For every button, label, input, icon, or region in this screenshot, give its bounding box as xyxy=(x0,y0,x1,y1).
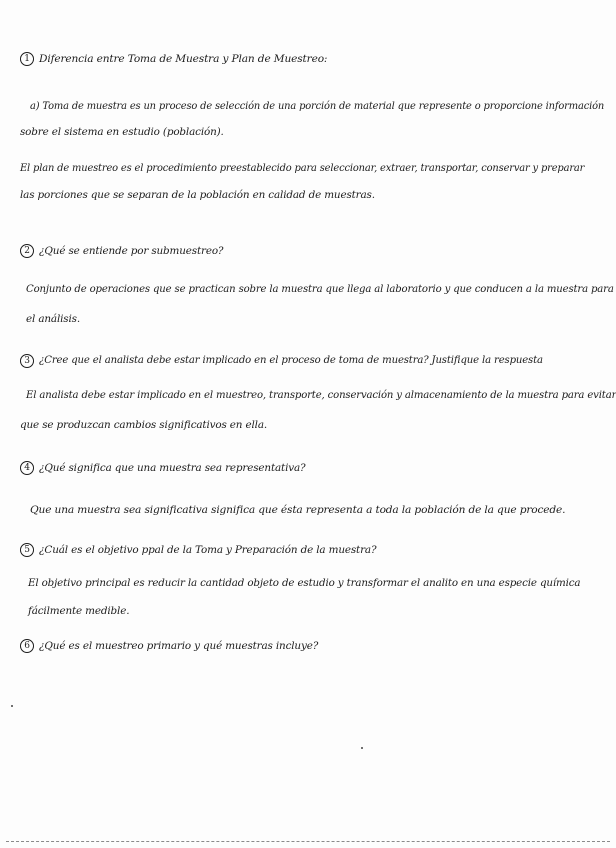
question-2 xyxy=(20,244,223,258)
question-number-badge: 4 xyxy=(20,461,34,475)
question-4-text: ¿Qué significa que una muestra sea representativa? xyxy=(39,462,306,474)
page-edge-line xyxy=(6,841,610,842)
answer-1-line-4: las porciones que se separan de la población en calidad de muestras. xyxy=(20,189,375,201)
answer-3-line-2: que se produzcan cambios significativos en ella. xyxy=(20,419,268,431)
question-1 xyxy=(20,52,327,66)
answer-2-line-2: el análisis. xyxy=(26,313,80,325)
question-3-text: ¿Cree que el analista debe estar implicado en el proceso de toma de muestra? Justifique la respuesta xyxy=(39,355,543,366)
question-number-badge: 3 xyxy=(20,354,34,368)
question-5 xyxy=(20,543,376,557)
answer-5-line-1: El objetivo principal es reducir la cantidad objeto de estudio y transformar el analito en una especie química xyxy=(28,577,581,589)
question-number-badge: 1 xyxy=(20,52,34,66)
answer-3-line-1: El analista debe estar implicado en el muestreo, transporte, conservación y almacenamiento de la muestra para evitar xyxy=(26,390,616,401)
answer-4-line-1: Que una muestra sea significativa significa que ésta representa a toda la población de la que procede. xyxy=(30,504,566,516)
question-6 xyxy=(20,639,318,653)
answer-1-line-2: sobre el sistema en estudio (población). xyxy=(20,126,224,138)
answer-1-line-3: El plan de muestreo es el procedimiento preestablecido para seleccionar, extraer, transportar, conservar y preparar xyxy=(20,163,585,174)
scan-speck xyxy=(361,747,363,749)
question-6-text: ¿Qué es el muestreo primario y qué muestras incluye? xyxy=(39,640,319,652)
answer-1-line-1: a) Toma de muestra es un proceso de selección de una porción de material que represente o proporcione información xyxy=(30,101,605,112)
question-3 xyxy=(20,354,543,369)
question-number-badge: 6 xyxy=(20,639,34,653)
question-5-text: ¿Cuál es el objetivo ppal de la Toma y Preparación de la muestra? xyxy=(39,544,377,556)
question-1-text: Diferencia entre Toma de Muestra y Plan de Muestreo: xyxy=(39,53,328,65)
scan-speck xyxy=(11,705,13,707)
question-number-badge: 2 xyxy=(20,244,34,258)
answer-2-line-1: Conjunto de operaciones que se practican sobre la muestra que llega al laboratorio y que conducen a la muestra para xyxy=(26,284,614,295)
question-4 xyxy=(20,461,305,475)
question-number-badge: 5 xyxy=(20,543,34,557)
answer-5-line-2: fácilmente medible. xyxy=(28,605,130,617)
question-2-text: ¿Qué se entiende por submuestreo? xyxy=(39,245,224,257)
